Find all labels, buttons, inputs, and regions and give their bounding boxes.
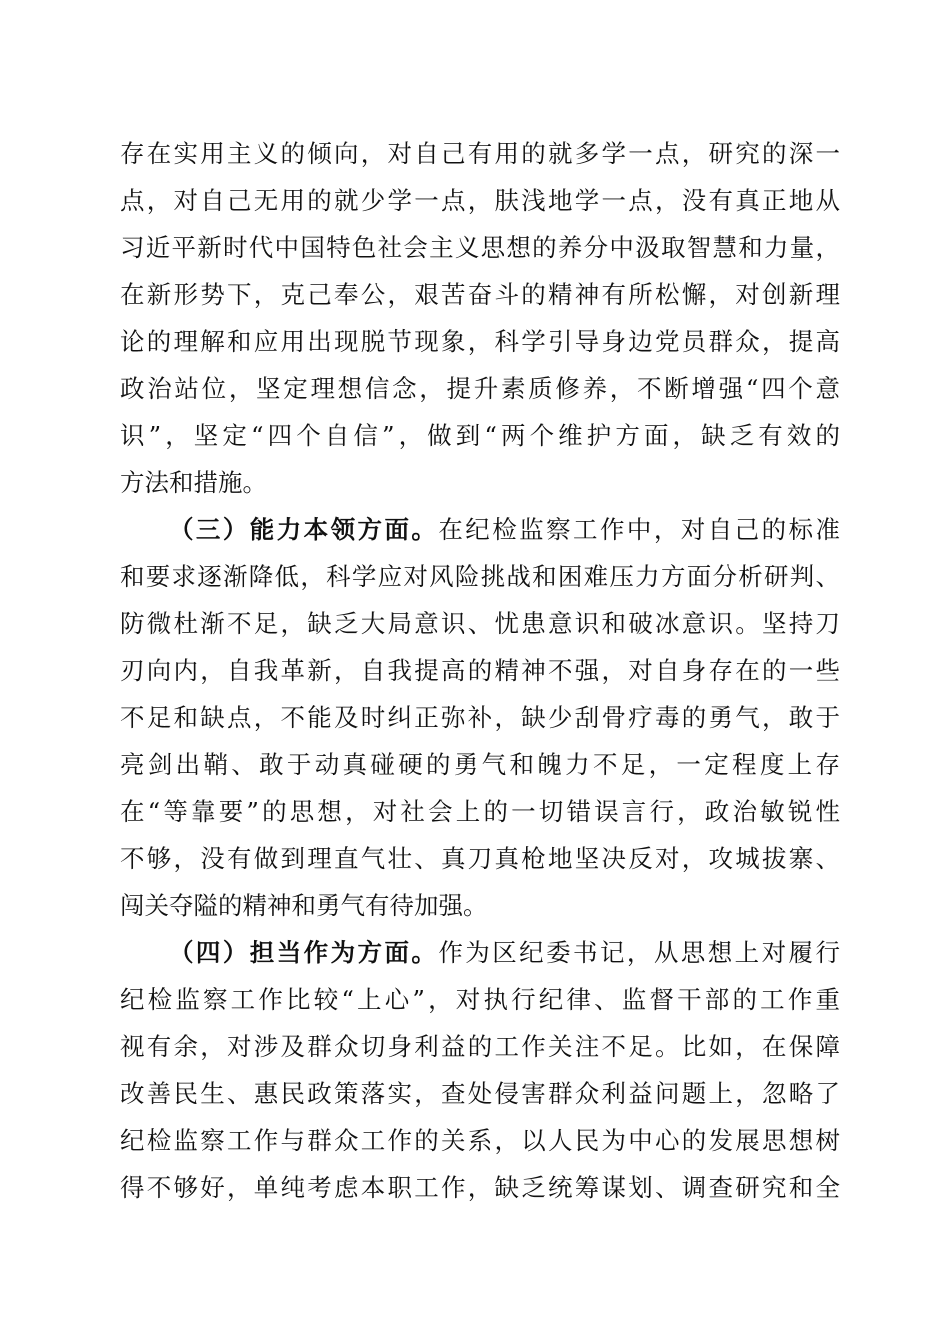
text-line: 视有余，对涉及群众切身利益的工作关注不足。比如，在保障	[120, 1032, 840, 1061]
text-run: 作为区纪委书记，从思想上对履行	[438, 938, 840, 967]
text-line	[120, 506, 840, 553]
text-line: 防微杜渐不足，缺乏大局意识、忧患意识和破冰意识。坚持刀	[120, 609, 840, 638]
text-line	[120, 929, 840, 976]
text-line: 在新形势下，克己奉公，艰苦奋斗的精神有所松懈，对创新理	[120, 280, 840, 309]
text-line: 习近平新时代中国特色社会主义思想的养分中汲取智慧和力量，	[120, 233, 840, 262]
text-line: 闯关夺隘的精神和勇气有待加强。	[120, 891, 488, 920]
paragraph-1	[120, 130, 840, 506]
text-line: 纪检监察工作与群众工作的关系，以人民为中心的发展思想树	[120, 1126, 840, 1155]
text-line: 亮剑出鞘、敢于动真碰硬的勇气和魄力不足，一定程度上存	[120, 750, 840, 779]
text-line: 政治站位，坚定理想信念，提升素质修养，不断增强“四个意	[120, 374, 840, 403]
section-heading: （三）能力本领方面。	[169, 515, 439, 544]
text-line: 和要求逐渐降低，科学应对风险挑战和困难压力方面分析研判、	[120, 562, 840, 591]
text-line: 不足和缺点，不能及时纠正弥补，缺少刮骨疗毒的勇气，敢于	[120, 703, 840, 732]
paragraph-3	[120, 929, 840, 1211]
text-line: 论的理解和应用出现脱节现象，科学引导身边党员群众，提高	[120, 327, 840, 356]
text-line: 在“等靠要”的思想，对社会上的一切错误言行，政治敏锐性	[120, 797, 840, 826]
text-line: 方法和措施。	[120, 468, 267, 497]
text-line: 不够，没有做到理直气壮、真刀真枪地坚决反对，攻城拔寨、	[120, 844, 840, 873]
document-body	[120, 130, 840, 1211]
text-line: 识”，坚定“四个自信”，做到“两个维护方面，缺乏有效的	[120, 421, 840, 450]
section-heading: （四）担当作为方面。	[169, 938, 439, 967]
text-line: 点，对自己无用的就少学一点，肤浅地学一点，没有真正地从	[120, 186, 840, 215]
text-line: 得不够好，单纯考虑本职工作，缺乏统筹谋划、调查研究和全	[120, 1173, 840, 1202]
text-line: 改善民生、惠民政策落实，查处侵害群众利益问题上，忽略了	[120, 1079, 840, 1108]
text-line: 刃向内，自我革新，自我提高的精神不强，对自身存在的一些	[120, 656, 840, 685]
paragraph-2	[120, 506, 840, 929]
text-run: 在纪检监察工作中，对自己的标准	[438, 515, 840, 544]
text-line: 存在实用主义的倾向，对自己有用的就多学一点，研究的深一	[120, 139, 840, 168]
text-line: 纪检监察工作比较“上心”，对执行纪律、监督干部的工作重	[120, 985, 840, 1014]
